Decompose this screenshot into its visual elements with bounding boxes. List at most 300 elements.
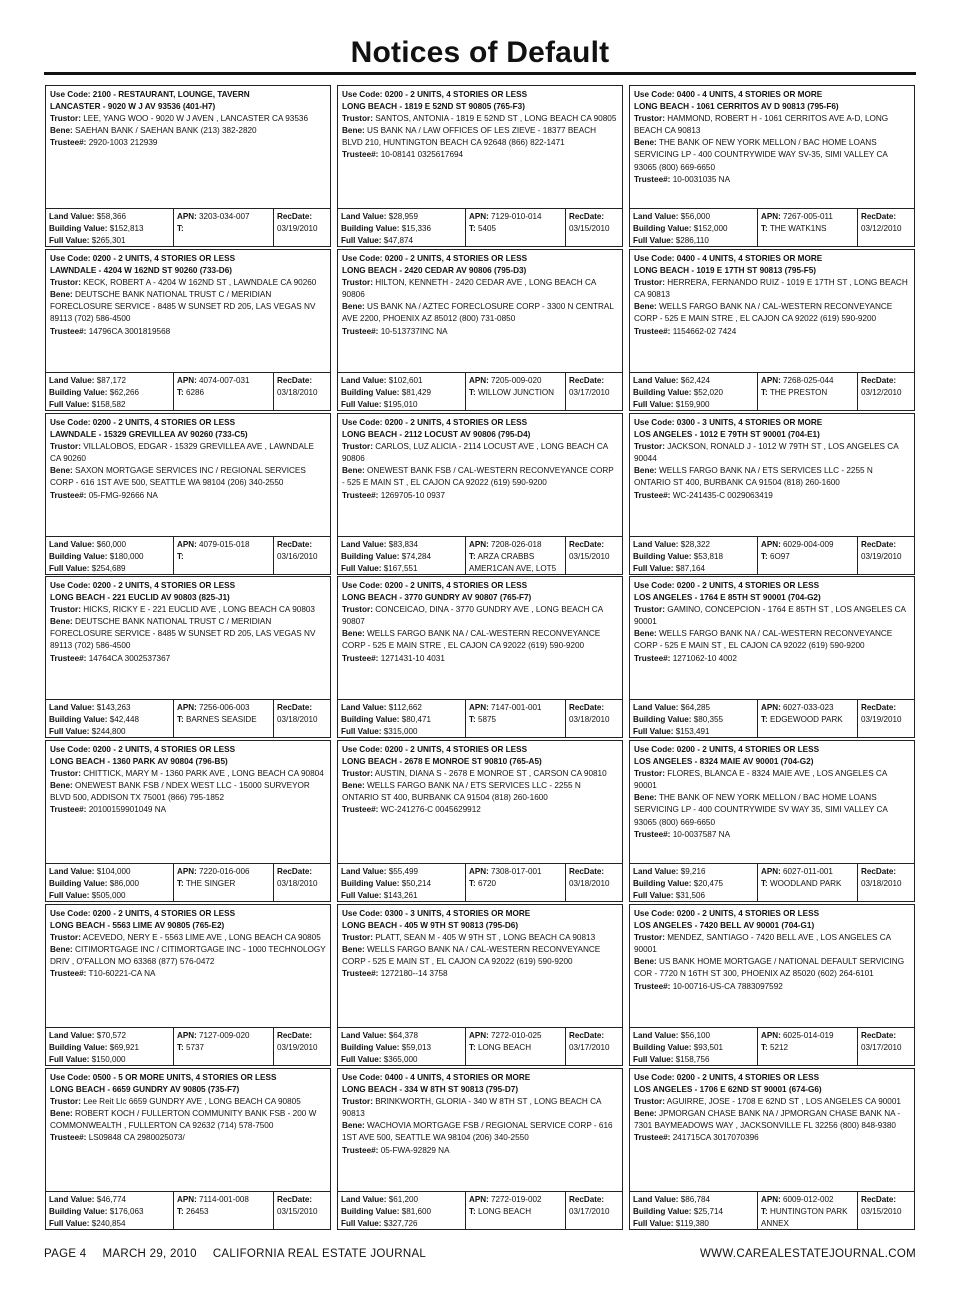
apn-value: 7220-016-006 (199, 867, 250, 876)
use-code: Use Code: 0200 - 2 UNITS, 4 STORIES OR LESS (634, 581, 820, 590)
recdate-label: RecDate: (569, 1195, 605, 1204)
notice-card (629, 740, 915, 902)
land-value-line (633, 866, 754, 878)
land-value-value: $102,601 (388, 376, 423, 385)
building-value-label: Building Value: (341, 715, 400, 725)
use-code: Use Code: 0200 - 2 UNITS, 4 STORIES OR LESS (342, 418, 528, 427)
notice-details (46, 86, 330, 208)
recdate-label: RecDate: (277, 867, 313, 876)
apn-label: APN: (469, 1195, 489, 1204)
land-value-line (633, 375, 754, 387)
recdate-cell (273, 373, 330, 410)
tract-label: T: (761, 388, 768, 398)
building-value-value: $93,501 (693, 1043, 723, 1053)
trustee-value: 1269705-10 0937 (380, 490, 445, 500)
notice-values (46, 208, 330, 246)
trustor-value: HERRERA, FERNANDO RUIZ - 1019 E 17TH ST , LONG BEACH CA 90813 (634, 278, 908, 300)
building-value-value: $62,266 (109, 388, 139, 398)
trustor-value: CARLOS, LUZ ALICIA - 2114 LOCUST AVE , LONG BEACH CA 90806 (342, 442, 608, 464)
recdate-label: RecDate: (569, 212, 605, 221)
full-value-line (341, 399, 462, 410)
notice-card (337, 413, 623, 575)
trustee-label: Trustee#: (634, 174, 671, 184)
recdate-label: RecDate: (861, 540, 897, 549)
recdate-cell (273, 864, 330, 901)
beneficiary-label: Bene: (634, 793, 657, 803)
apn-label: APN: (177, 867, 197, 876)
tract-label: T: (177, 552, 184, 562)
apn-label: APN: (469, 540, 489, 549)
notice-card (629, 85, 915, 247)
land-value-value: $55,499 (388, 867, 418, 876)
beneficiary-label: Bene: (50, 466, 73, 476)
trustee-value: 1271062-10 4002 (672, 653, 737, 663)
full-value-line (341, 726, 462, 737)
apn-line (469, 702, 562, 714)
apn-cell (173, 1028, 273, 1065)
trustor-line (50, 113, 326, 125)
beneficiary-line (50, 465, 326, 489)
trustee-value: 05-FMG-92666 NA (88, 490, 158, 500)
full-value-value: $150,000 (91, 1055, 126, 1065)
recdate-cell (857, 373, 914, 410)
beneficiary-value: US BANK NA / LAW OFFICES OF LES ZIEVE - 18377 BEACH BLVD 210, HUNTINGTON BEACH CA 92648 (866) 822-1471 (342, 126, 597, 148)
recdate-cell (857, 864, 914, 901)
value-cell (46, 209, 173, 246)
building-value-line (341, 1042, 462, 1054)
trustor-label: Trustor: (342, 114, 373, 124)
land-value-line (633, 702, 754, 714)
full-value-label: Full Value: (633, 727, 674, 737)
land-value-value: $46,774 (96, 1195, 126, 1204)
apn-label: APN: (761, 376, 781, 385)
full-value-label: Full Value: (341, 727, 382, 737)
tract-label: T: (177, 224, 184, 234)
trustor-label: Trustor: (342, 1097, 373, 1107)
full-value-value: $167,551 (383, 564, 418, 574)
building-value-line (633, 714, 754, 726)
property-address: LOS ANGELES - 1764 E 85TH ST 90001 (704-G2) (634, 593, 821, 603)
recdate-value: 03/15/2010 (861, 1207, 902, 1217)
trustor-line (50, 1096, 326, 1108)
tract-value: BARNES SEASIDE (186, 715, 257, 725)
building-value-value: $52,020 (693, 388, 723, 398)
beneficiary-line (342, 465, 618, 489)
use-code: Use Code: 0300 - 3 UNITS, 4 STORIES OR MORE (634, 418, 823, 427)
tract-line (469, 551, 562, 574)
apn-label: APN: (761, 540, 781, 549)
building-value-value: $69,921 (109, 1043, 139, 1053)
beneficiary-line (342, 944, 618, 968)
full-value-line (341, 1218, 462, 1229)
land-value-label: Land Value: (49, 1195, 95, 1204)
recdate-label: RecDate: (277, 376, 313, 385)
full-value-line (633, 890, 754, 901)
beneficiary-label: Bene: (634, 629, 657, 639)
apn-label: APN: (177, 1195, 197, 1204)
full-value-label: Full Value: (341, 891, 382, 901)
building-value-label: Building Value: (341, 552, 400, 562)
beneficiary-label: Bene: (634, 302, 657, 312)
tract-line (469, 878, 562, 890)
full-value-label: Full Value: (633, 564, 674, 574)
full-value-line (633, 235, 754, 246)
land-value-label: Land Value: (341, 703, 387, 712)
trustor-value: JACKSON, RONALD J - 1012 W 79TH ST , LOS ANGELES CA 90044 (634, 442, 899, 464)
recdate-label: RecDate: (861, 867, 897, 876)
recdate-cell (273, 537, 330, 574)
apn-value: 7147-001-001 (491, 703, 542, 712)
building-value-label: Building Value: (49, 879, 108, 889)
trustee-line (634, 653, 910, 665)
beneficiary-line (342, 1120, 618, 1144)
full-value-line (49, 563, 170, 574)
trustee-label: Trustee#: (342, 969, 379, 979)
apn-line (177, 1194, 270, 1206)
apn-value: 4074-007-031 (199, 376, 250, 385)
value-cell (46, 864, 173, 901)
land-value-label: Land Value: (49, 867, 95, 876)
building-value-label: Building Value: (341, 1043, 400, 1053)
recdate-label: RecDate: (277, 540, 313, 549)
building-value-line (49, 387, 170, 399)
notice-card (45, 740, 331, 902)
value-cell (46, 1192, 173, 1229)
tract-value: 26453 (186, 1207, 209, 1217)
building-value-value: $74,284 (401, 552, 431, 562)
property-address: LOS ANGELES - 7420 BELL AV 90001 (704-G1) (634, 921, 815, 931)
land-value-value: $143,263 (96, 703, 131, 712)
full-value-value: $87,164 (675, 564, 705, 574)
notice-values (46, 1191, 330, 1229)
building-value-label: Building Value: (633, 552, 692, 562)
value-cell (338, 537, 465, 574)
recdate-label: RecDate: (861, 1195, 897, 1204)
apn-label: APN: (177, 376, 197, 385)
trustor-value: HILTON, KENNETH - 2420 CEDAR AVE , LONG BEACH CA 90806 (342, 278, 596, 300)
footer-date: MARCH 29, 2010 (102, 1248, 197, 1260)
full-value-label: Full Value: (49, 564, 90, 574)
land-value-value: $86,784 (680, 1195, 710, 1204)
building-value-line (633, 223, 754, 235)
beneficiary-value: THE BANK OF NEW YORK MELLON / BAC HOME LOANS SERVICING LP - 400 COUNTRYWIDE SV WAY 35, SIMI VALLEY CA 93065 (800) 669-6650 (634, 793, 888, 827)
building-value-line (49, 1206, 170, 1218)
land-value-value: $87,172 (96, 376, 126, 385)
trustee-value: 10-0031035 NA (672, 174, 731, 184)
beneficiary-line (50, 1108, 326, 1132)
recdate-value: 03/15/2010 (569, 224, 610, 234)
use-code: Use Code: 0400 - 4 UNITS, 4 STORIES OR MORE (634, 254, 823, 263)
value-cell (630, 209, 757, 246)
recdate-label: RecDate: (861, 376, 897, 385)
apn-cell (465, 1192, 565, 1229)
page-title: Notices of Default (350, 36, 610, 69)
full-value-value: $195,010 (383, 400, 418, 410)
land-value-value: $61,200 (388, 1195, 418, 1204)
value-cell (46, 373, 173, 410)
trustee-line (634, 326, 910, 338)
beneficiary-value: DEUTSCHE BANK NATIONAL TRUST C / MERIDIAN FORECLOSURE SERVICE - 8485 W SUNSET RD 205, LAS VEGAS NV 89113 (702) 586-4500 (50, 617, 316, 651)
full-value-line (633, 399, 754, 410)
trustor-value: KECK, ROBERT A - 4204 W 162ND ST , LAWNDALE CA 90260 (83, 278, 317, 288)
trustor-line (342, 277, 618, 301)
beneficiary-value: ONEWEST BANK FSB / CAL-WESTERN RECONVEYANCE CORP - 525 E MAIN ST , EL CAJON CA 92022 (619) 590-9200 (342, 466, 614, 488)
tract-line (761, 1042, 854, 1054)
trustee-line (50, 137, 326, 149)
apn-line (761, 211, 854, 223)
recdate-cell (565, 209, 622, 246)
trustor-line (342, 113, 618, 125)
full-value-value: $158,582 (91, 400, 126, 410)
recdate-cell (857, 1028, 914, 1065)
trustor-value: FLORES, BLANCA E - 8324 MAIE AVE , LOS ANGELES CA 90001 (634, 769, 887, 791)
full-value-value: $327,726 (383, 1219, 418, 1229)
full-value-line (49, 399, 170, 410)
trustor-line (634, 1096, 910, 1108)
apn-cell (173, 1192, 273, 1229)
value-cell (338, 1192, 465, 1229)
apn-cell (757, 700, 857, 737)
land-value-line (633, 539, 754, 551)
beneficiary-label: Bene: (50, 945, 73, 955)
apn-line (177, 539, 270, 551)
trustor-label: Trustor: (342, 933, 373, 943)
building-value-value: $80,471 (401, 715, 431, 725)
tract-value: THE WATK1NS (769, 224, 827, 234)
apn-label: APN: (761, 1031, 781, 1040)
land-value-value: $56,100 (680, 1031, 710, 1040)
value-cell (46, 537, 173, 574)
trustor-line (634, 277, 910, 301)
land-value-line (633, 211, 754, 223)
trustee-label: Trustee#: (634, 653, 671, 663)
building-value-label: Building Value: (341, 1207, 400, 1217)
full-value-line (49, 890, 170, 901)
tract-label: T: (177, 1043, 184, 1053)
trustee-value: 1271431-10 4031 (380, 653, 445, 663)
trustor-line (634, 113, 910, 137)
land-value-label: Land Value: (341, 540, 387, 549)
tract-line (469, 1206, 562, 1218)
tract-label: T: (761, 715, 768, 725)
building-value-value: $80,355 (693, 715, 723, 725)
notice-values (338, 372, 622, 410)
value-cell (338, 700, 465, 737)
recdate-value: 03/19/2010 (277, 1043, 318, 1053)
trustee-label: Trustee#: (342, 326, 379, 336)
apn-cell (173, 864, 273, 901)
apn-line (177, 866, 270, 878)
recdate-value: 03/18/2010 (569, 715, 610, 725)
building-value-line (49, 878, 170, 890)
beneficiary-line (634, 137, 910, 173)
beneficiary-line (50, 289, 326, 325)
trustee-line (50, 653, 326, 665)
trustor-line (342, 768, 618, 780)
footer-website[interactable]: WWW.CAREALESTATEJOURNAL.COM (700, 1248, 916, 1260)
notice-details (338, 414, 622, 536)
notice-card (45, 413, 331, 575)
land-value-line (49, 702, 170, 714)
trustor-label: Trustor: (634, 1097, 665, 1107)
recdate-cell (565, 537, 622, 574)
notice-values (630, 208, 914, 246)
land-value-value: $83,834 (388, 540, 418, 549)
recdate-value: 03/12/2010 (861, 388, 902, 398)
trustee-label: Trustee#: (634, 490, 671, 500)
tract-label: T: (469, 552, 476, 562)
trustor-line (50, 932, 326, 944)
use-code: Use Code: 0200 - 2 UNITS, 4 STORIES OR LESS (342, 581, 528, 590)
building-value-line (49, 551, 170, 563)
recdate-cell (273, 1192, 330, 1229)
notice-values (338, 1191, 622, 1229)
full-value-line (633, 1054, 754, 1065)
apn-label: APN: (177, 1031, 197, 1040)
trustor-value: AGUIRRE, JOSE - 1708 E 62ND ST , LOS ANGELES CA 90001 (666, 1097, 901, 1107)
property-address: LONG BEACH - 221 EUCLID AV 90803 (825-J1) (50, 593, 230, 603)
building-value-value: $42,448 (109, 715, 139, 725)
trustor-value: BRINKWORTH, GLORIA - 340 W 8TH ST , LONG BEACH CA 90813 (342, 1097, 602, 1119)
building-value-line (341, 223, 462, 235)
apn-line (469, 211, 562, 223)
notice-card (45, 85, 331, 247)
tract-value: 5212 (770, 1043, 789, 1053)
use-code: Use Code: 0200 - 2 UNITS, 4 STORIES OR LESS (50, 745, 236, 754)
tract-label: T: (761, 1043, 768, 1053)
beneficiary-value: WACHOVIA MORTGAGE FSB / REGIONAL SERVICE CORP - 616 1ST AVE 500, SEATTLE WA 98104 (206) 340-2550 (342, 1121, 613, 1143)
full-value-value: $159,900 (675, 400, 710, 410)
building-value-value: $25,714 (693, 1207, 723, 1217)
land-value-value: $28,322 (680, 540, 710, 549)
trustee-value: 10-00716-US-CA 7883097592 (672, 981, 783, 991)
trustor-line (50, 441, 326, 465)
full-value-label: Full Value: (49, 400, 90, 410)
property-address: LONG BEACH - 6659 GUNDRY AV 90805 (735-F7) (50, 1085, 240, 1095)
trustor-line (634, 441, 910, 465)
apn-label: APN: (177, 540, 197, 549)
recdate-label: RecDate: (277, 1195, 313, 1204)
recdate-cell (857, 537, 914, 574)
land-value-label: Land Value: (633, 1195, 679, 1204)
notice-values (338, 1027, 622, 1065)
building-value-line (341, 714, 462, 726)
tract-line (761, 387, 854, 399)
tract-value: 5875 (478, 715, 497, 725)
beneficiary-line (342, 301, 618, 325)
tract-value: THE SINGER (185, 879, 236, 889)
trustee-value: LS09848 CA 2980025073/ (88, 1133, 185, 1143)
apn-label: APN: (469, 212, 489, 221)
recdate-cell (857, 700, 914, 737)
trustee-line (634, 981, 910, 993)
notice-details (630, 1069, 914, 1191)
trustee-line (634, 1132, 910, 1144)
beneficiary-line (342, 628, 618, 652)
tract-value: EDGEWOOD PARK (770, 715, 843, 725)
full-value-value: $153,491 (675, 727, 710, 737)
building-value-value: $81,429 (401, 388, 431, 398)
trustor-label: Trustor: (50, 114, 81, 124)
apn-cell (465, 700, 565, 737)
apn-label: APN: (177, 212, 197, 221)
apn-label: APN: (761, 1195, 781, 1204)
beneficiary-value: CITIMORTGAGE INC / CITIMORTGAGE INC - 1000 TECHNOLOGY DRIV , O'FALLON MO 63368 (877) 576-0472 (50, 945, 326, 967)
trustor-value: PLATT, SEAN M - 405 W 9TH ST , LONG BEACH CA 90813 (375, 933, 596, 943)
land-value-line (341, 1194, 462, 1206)
apn-value: 6009-012-002 (783, 1195, 834, 1204)
use-code: Use Code: 0200 - 2 UNITS, 4 STORIES OR LESS (342, 90, 528, 99)
apn-label: APN: (469, 703, 489, 712)
tract-value: 6720 (478, 879, 497, 889)
apn-cell (465, 209, 565, 246)
notice-card (337, 85, 623, 247)
trustor-label: Trustor: (50, 278, 81, 288)
land-value-line (341, 539, 462, 551)
land-value-label: Land Value: (49, 212, 95, 221)
trustee-label: Trustee#: (50, 805, 87, 815)
apn-line (177, 702, 270, 714)
property-address: LOS ANGELES - 8324 MAIE AV 90001 (704-G2) (634, 757, 814, 767)
trustor-value: MENDEZ, SANTIAGO - 7420 BELL AVE , LOS ANGELES CA 90001 (634, 933, 891, 955)
apn-line (761, 1194, 854, 1206)
land-value-line (49, 1030, 170, 1042)
notice-details (630, 250, 914, 372)
full-value-value: $119,380 (675, 1219, 709, 1229)
tract-value: HUNTINGTON PARK ANNEX (761, 1207, 848, 1229)
full-value-label: Full Value: (49, 236, 90, 246)
beneficiary-label: Bene: (342, 126, 365, 136)
trustee-value: 10-08141 0325617694 (380, 150, 464, 160)
trustee-value: 20100159901049 NA (88, 805, 167, 815)
land-value-label: Land Value: (49, 540, 95, 549)
trustee-label: Trustee#: (342, 490, 379, 500)
apn-value: 6027-011-001 (783, 867, 833, 876)
tract-label: T: (469, 879, 476, 889)
recdate-value: 03/19/2010 (277, 224, 318, 234)
tract-line (469, 387, 562, 399)
beneficiary-label: Bene: (634, 957, 657, 967)
trustor-line (634, 768, 910, 792)
trustee-value: WC-241276-C 0045629912 (380, 805, 481, 815)
notice-values (630, 1027, 914, 1065)
recdate-value: 03/18/2010 (277, 388, 318, 398)
notice-card (629, 576, 915, 738)
building-value-label: Building Value: (633, 879, 692, 889)
land-value-label: Land Value: (341, 1031, 387, 1040)
recdate-value: 03/16/2010 (277, 552, 318, 562)
trustee-value: WC-241435-C 0029063419 (672, 490, 773, 500)
apn-cell (465, 864, 565, 901)
trustee-line (634, 829, 910, 841)
land-value-label: Land Value: (341, 376, 387, 385)
value-cell (630, 1028, 757, 1065)
notice-values (46, 536, 330, 574)
tract-line (761, 878, 854, 890)
apn-line (177, 211, 270, 223)
apn-cell (465, 1028, 565, 1065)
recdate-value: 03/18/2010 (277, 715, 318, 725)
trustor-line (50, 604, 326, 616)
property-address: LONG BEACH - 1061 CERRITOS AV D 90813 (795-F6) (634, 102, 839, 112)
recdate-label: RecDate: (861, 1031, 897, 1040)
tract-line (177, 223, 270, 235)
notice-details (630, 741, 914, 863)
full-value-value: $158,756 (675, 1055, 710, 1065)
apn-value: 7256-006-003 (199, 703, 250, 712)
land-value-value: $64,378 (388, 1031, 418, 1040)
land-value-value: $70,572 (96, 1031, 126, 1040)
